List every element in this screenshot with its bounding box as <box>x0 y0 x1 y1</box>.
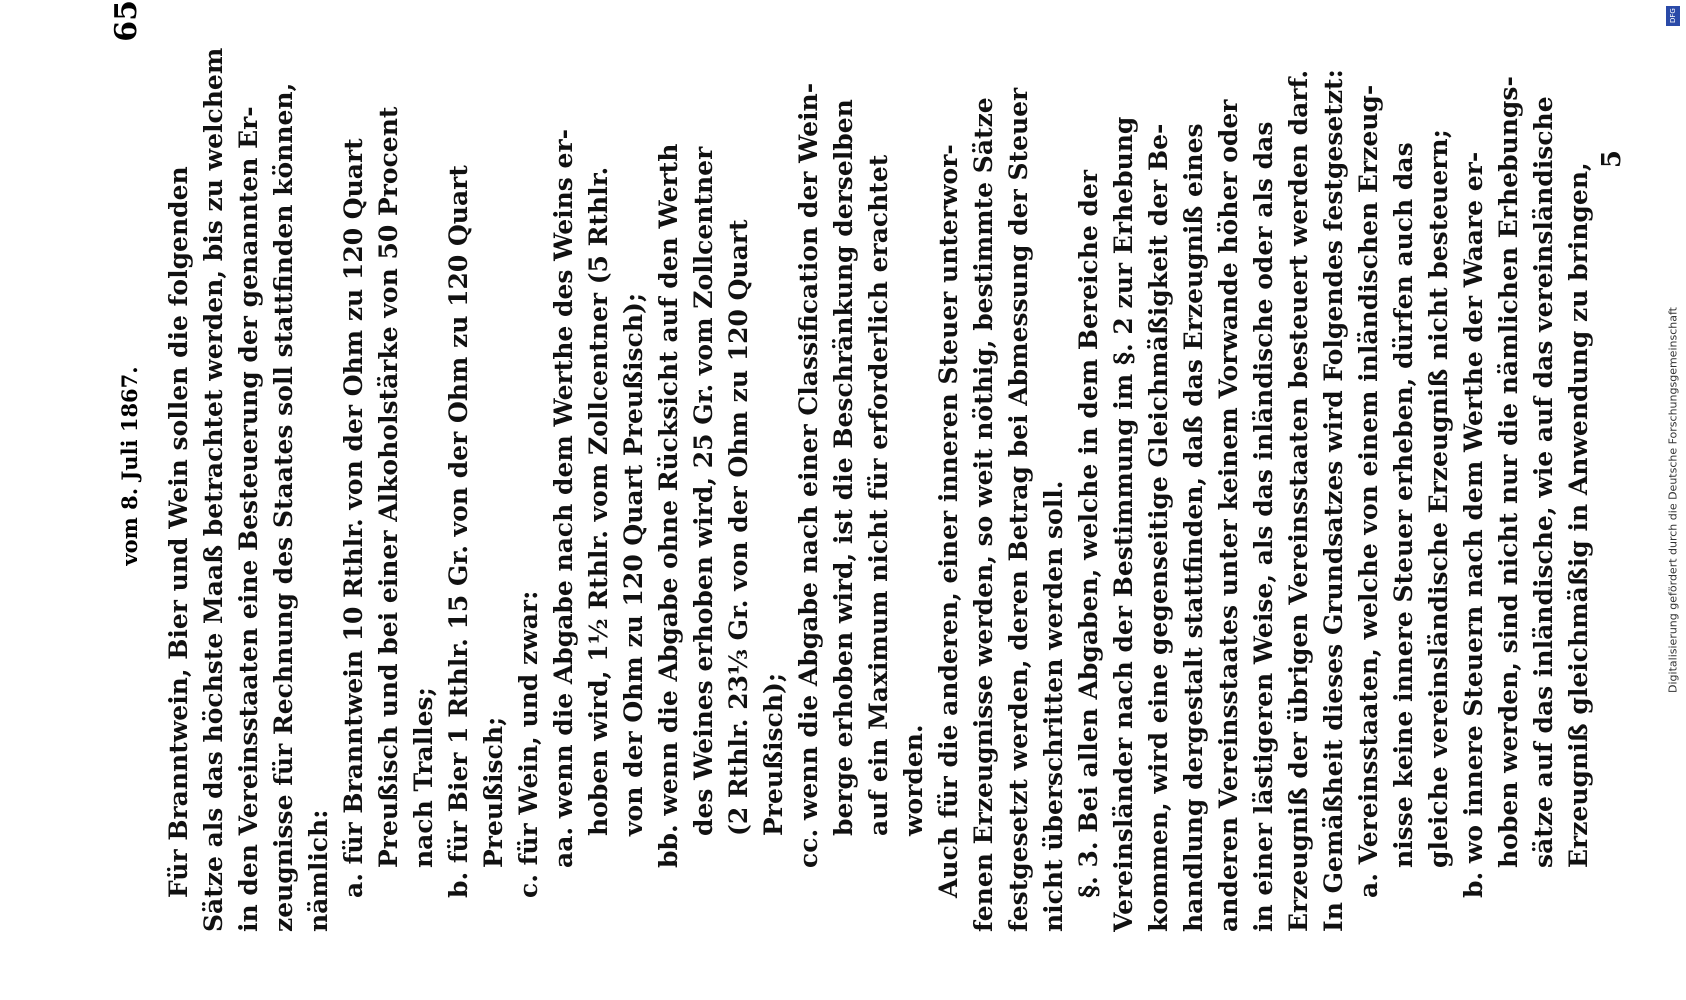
list-item-b: b. wo innere Steuern nach dem Werthe der Waare er- <box>1459 151 1488 898</box>
text-line: Erzeugniß gleichmäßig in Anwendung zu bringen, <box>1564 162 1593 868</box>
text-line: worden. <box>899 724 928 836</box>
list-item-bb: bb. wenn die Abgabe ohne Rücksicht auf den Werth <box>654 143 683 868</box>
section-heading-line: §. 3. Bei allen Abgaben, welche in dem Bereiche der <box>1074 169 1103 898</box>
text-line: Preußisch; <box>479 716 508 868</box>
list-item-c: c. für Wein, und zwar: <box>514 590 543 898</box>
text-line: zeugnisse für Rechnung des Staates soll stattfinden können, <box>269 82 298 932</box>
list-item-aa: aa. wenn die Abgabe nach dem Werthe des Weins er- <box>549 128 578 868</box>
list-item-b: b. für Bier 1 Rthlr. 15 Gr. von der Ohm zu 120 Quart <box>444 165 473 898</box>
page-header <box>109 0 153 932</box>
text-line: anderen Vereinsstaates unter keinem Vorwande höher oder <box>1214 99 1243 932</box>
list-item-a: a. Vereinsstaaten, welche von einem inländischen Erzeug- <box>1354 84 1383 898</box>
text-line: von der Ohm zu 120 Quart Preußisch); <box>619 292 648 836</box>
text-line: hoben werden, sind nicht nur die nämlichen Erhebungs- <box>1494 76 1523 868</box>
text-line: festgesetzt werden, deren Betrag bei Abmessung der Steuer <box>1004 87 1033 932</box>
list-item-a: a. für Branntwein 10 Rthlr. von der Ohm zu 120 Quart <box>339 138 368 898</box>
digitization-credit: Digitalisierung gefördert durch die Deutsche Forschungsgemeinschaft <box>1666 307 1680 693</box>
digitization-notice <box>1664 0 1682 1000</box>
text-line: nämlich: <box>304 809 333 932</box>
text-line: In Gemäßheit dieses Grundsatzes wird Folgendes festgesetzt: <box>1319 69 1348 932</box>
text-line: Vereinsländer nach der Bestimmung im §. 2 zur Erhebung <box>1109 116 1138 932</box>
text-line: auf ein Maximum nicht für erforderlich erachtet <box>864 154 893 836</box>
text-line: fenen Erzeugnisse werden, so weit nöthig, bestimmte Sätze <box>969 97 998 932</box>
text-line: Auch für die anderen, einer inneren Steuer unterwor- <box>934 144 963 898</box>
text-line: nicht überschritten werden soll. <box>1039 480 1068 932</box>
document-body <box>161 0 1628 932</box>
text-line: hoben wird, 1½ Rthlr. vom Zollcentner (5 Rthlr. <box>584 166 613 836</box>
text-line: Für Branntwein, Bier und Wein sollen die folgenden <box>164 166 193 898</box>
text-line: nisse keine innere Steuer erheben, dürfen auch das <box>1389 142 1418 868</box>
page-number: 65 <box>109 0 144 42</box>
text-line: nach Tralles; <box>409 687 438 868</box>
text-line: handlung dergestalt stattfinden, daß das Erzeugniß eines <box>1179 123 1208 932</box>
running-header: vom 8. Juli 1867. <box>117 366 142 566</box>
text-line: Sätze als das höchste Maaß betrachtet werden, bis zu welchem <box>199 47 228 932</box>
list-item-cc: cc. wenn die Abgabe nach einer Classification der Wein- <box>794 82 823 868</box>
text-line: in den Vereinsstaaten eine Besteuerung der genannten Er- <box>234 106 263 932</box>
text-line: gleiche vereinsländische Erzeugniß nicht besteuern; <box>1424 129 1453 868</box>
text-line: des Weines erhoben wird, 25 Gr. vom Zollcentner <box>689 146 718 836</box>
text-line: (2 Rthlr. 23⅓ Gr. von der Ohm zu 120 Quart <box>724 219 753 836</box>
signature-mark: 5 <box>1597 150 1627 169</box>
text-line: kommen, wird eine gegenseitige Gleichmäßigkeit der Be- <box>1144 123 1173 932</box>
text-line: sätze auf das inländische, wie auf das vereinsländische <box>1529 96 1558 868</box>
text-line: Preußisch); <box>759 672 788 836</box>
rotated-document-page <box>109 0 1627 932</box>
text-line: Preußisch und bei einer Alkoholstärke von 50 Procent <box>374 106 403 868</box>
text-line: berge erhoben wird, ist die Beschränkung derselben <box>829 99 858 836</box>
text-line: in einer lästigeren Weise, als das inländische oder als das <box>1249 121 1278 932</box>
text-line: Erzeugniß der übrigen Vereinsstaaten besteuert werden darf. <box>1284 69 1313 932</box>
dfg-logo: DFG <box>1666 6 1680 26</box>
